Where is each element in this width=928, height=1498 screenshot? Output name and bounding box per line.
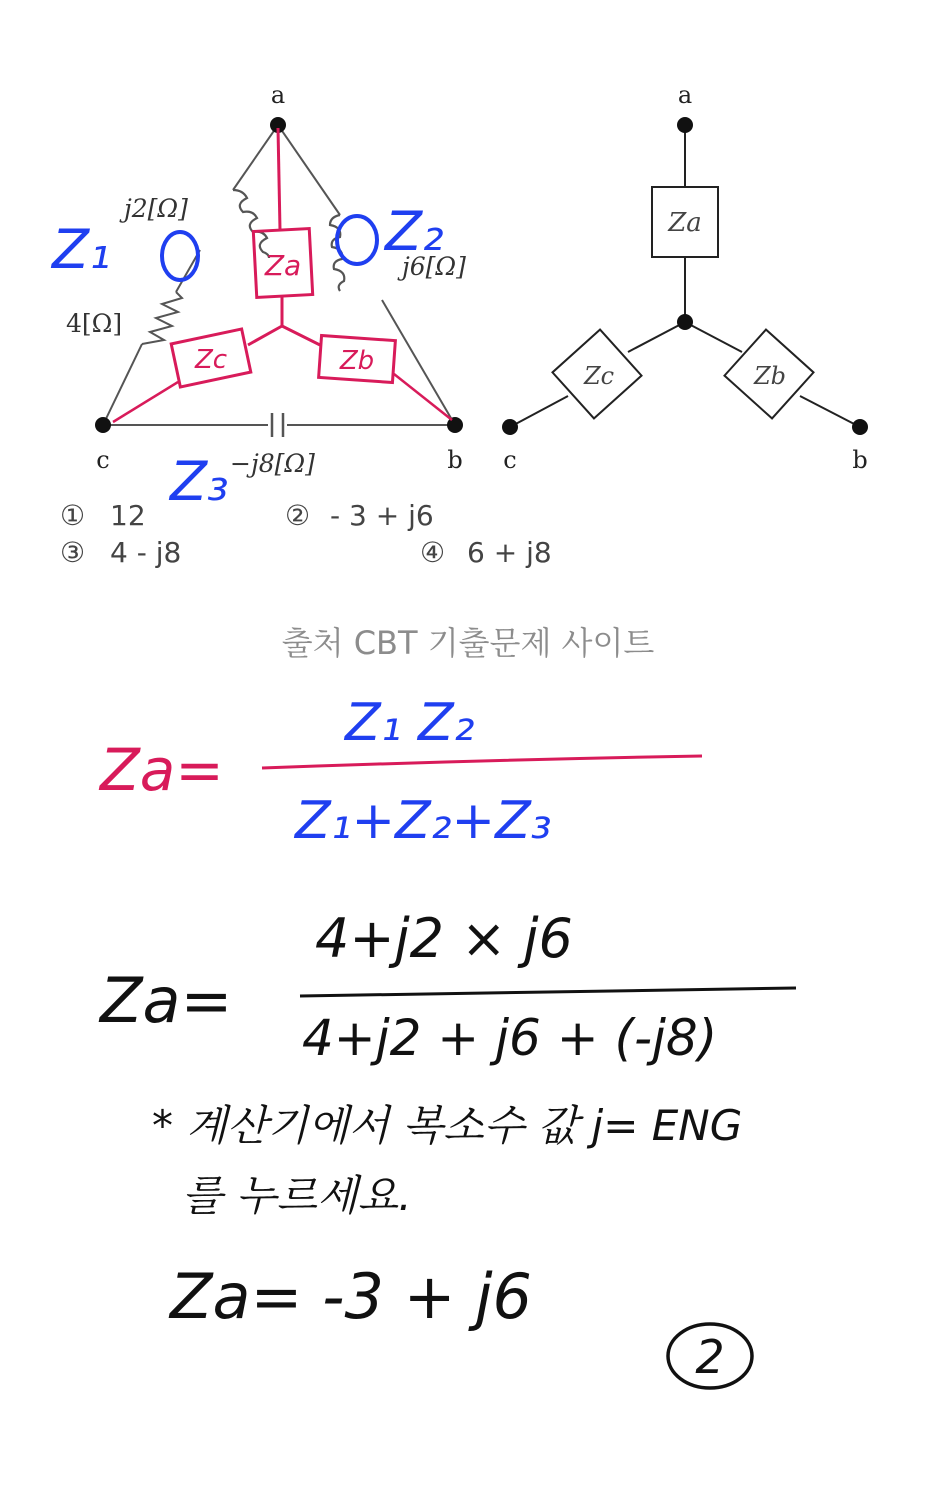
choice-4-num: ④ [420, 536, 446, 569]
choice-3-text: 4 - j8 [110, 536, 182, 569]
note-line-1: * 계산기에서 복소수 값 j= ENG [152, 1101, 743, 1150]
calc-numerator: 4+j2 × j6 [315, 907, 573, 970]
z3-hand-label: Z₃ [170, 450, 229, 513]
node-c-dot [95, 417, 111, 433]
r-ac-label: 4[Ω] [66, 309, 123, 338]
za-hand-label: Za [264, 249, 302, 282]
choice-2-text: - 3 + j6 [330, 499, 434, 532]
formula-lhs: Za= [100, 736, 224, 804]
wye-node-c-label: c [503, 446, 517, 474]
wye-neutral-dot [677, 314, 693, 330]
zb-hand-label: Zb [339, 346, 375, 376]
za-printed-label: Za [668, 208, 702, 238]
z2-hand-label: Z₂ [385, 200, 444, 263]
wye-circuit [502, 81, 868, 474]
node-b-label: b [447, 446, 463, 474]
z-cb-label: −j8[Ω] [230, 449, 315, 478]
inductor-j2-symbol [233, 190, 269, 258]
formula-fraction-bar [262, 756, 702, 768]
zc-hand-label: Zc [194, 345, 228, 375]
node-c-label: c [96, 446, 110, 474]
zb-printed-label: Zb [753, 362, 787, 390]
formula-numerator: Z₁ Z₂ [345, 693, 475, 753]
z-bc-label: j6[Ω] [402, 252, 466, 281]
wye-node-b-dot [852, 419, 868, 435]
choice-3-num: ③ [60, 536, 86, 569]
wye-node-a-label: a [677, 81, 693, 109]
node-a-label: a [270, 81, 286, 109]
choice-2-num: ② [285, 499, 311, 532]
zc-printed-label: Zc [583, 362, 615, 390]
choice-1-text: 12 [110, 499, 146, 532]
choice-4-text: 6 + j8 [467, 536, 552, 569]
wye-node-a-dot [677, 117, 693, 133]
source-caption: 출처 CBT 기출문제 사이트 [281, 624, 655, 662]
z2-circle-mark [337, 216, 377, 264]
calc-denominator: 4+j2 + j6 + (-j8) [302, 1009, 718, 1067]
answer-choices [60, 499, 552, 569]
handwritten-calculation [98, 907, 796, 1388]
handwritten-formula [98, 693, 702, 851]
wye-node-b-label: b [852, 446, 868, 474]
resistor-4-symbol [142, 292, 182, 344]
choice-1-num: ① [60, 499, 86, 532]
z1-circle-mark [162, 232, 198, 280]
calc-lhs: Za= [100, 964, 233, 1037]
formula-denominator: Z₁+Z₂+Z₃ [295, 791, 552, 851]
result-line: Za= -3 + j6 [170, 1260, 532, 1333]
answer-number: 2 [695, 1330, 725, 1384]
calc-fraction-bar [300, 988, 796, 996]
z-ab-label: j2[Ω] [124, 194, 188, 223]
z1-hand-label: Z₁ [52, 218, 111, 281]
wye-node-c-dot [502, 419, 518, 435]
note-line-2: 를 누르세요. [182, 1171, 412, 1220]
